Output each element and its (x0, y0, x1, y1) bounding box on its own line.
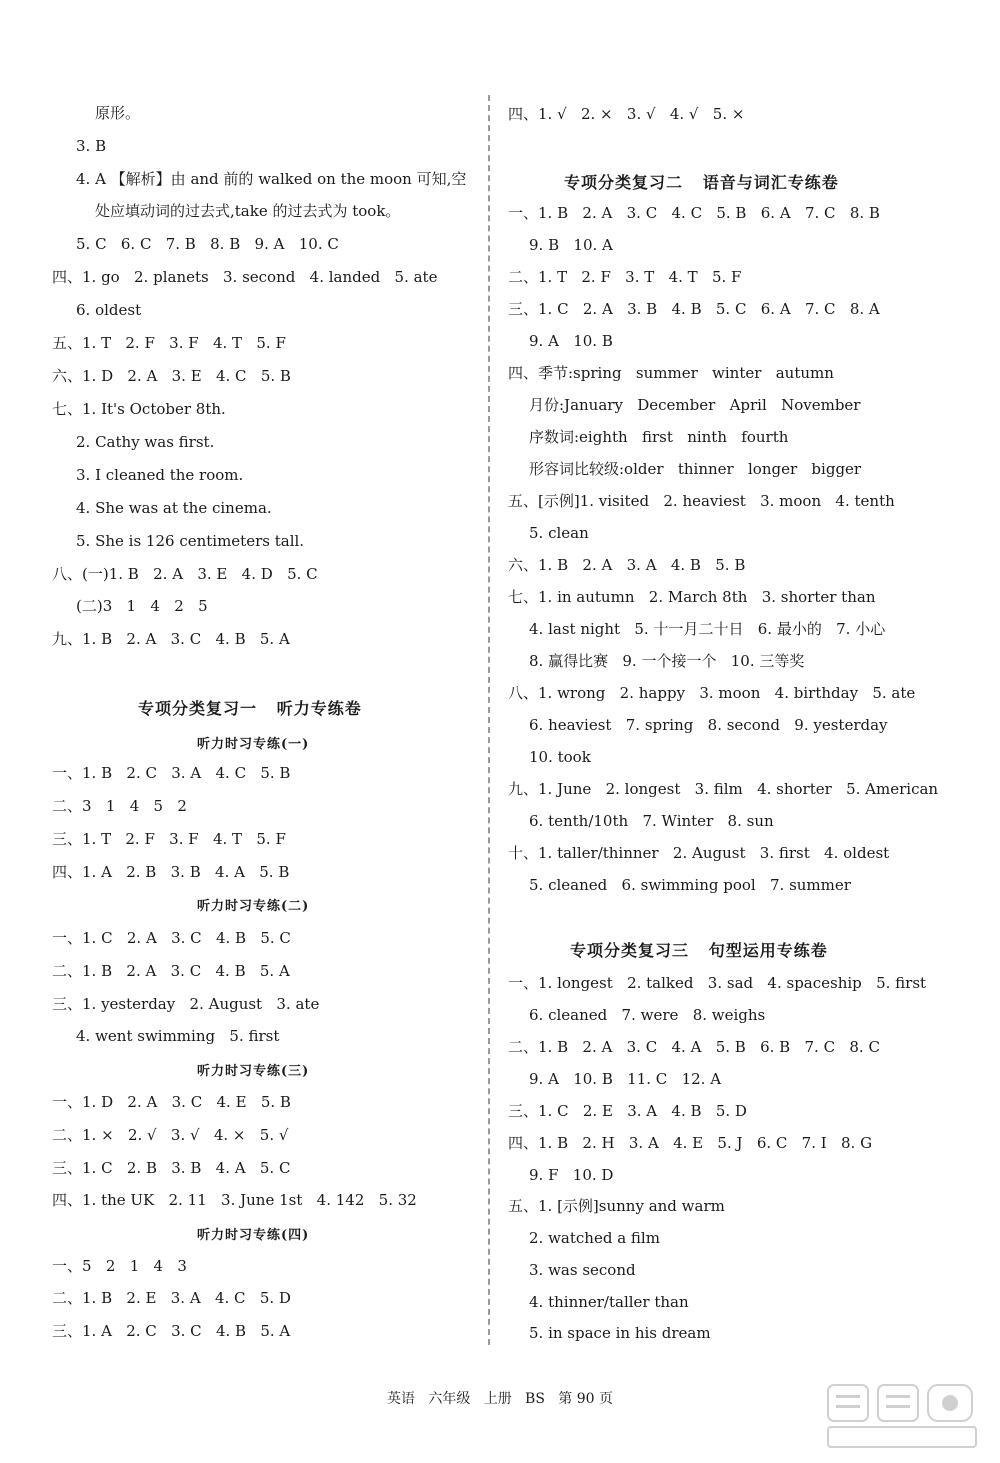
answer-line: 二、1. B 2. E 3. A 4. C 5. D (52, 1289, 291, 1307)
section-title: 专项分类复习一 听力专练卷 (138, 699, 362, 718)
answer-line: 9. F 10. D (529, 1166, 614, 1184)
answer-line: 二、1. × 2. √ 3. √ 4. × 5. √ (52, 1126, 289, 1144)
answer-line: 3. B (76, 137, 107, 155)
answer-line: 4. last night 5. 十一月二十日 6. 最小的 7. 小心 (529, 620, 886, 638)
answer-line: 9. B 10. A (529, 236, 613, 254)
answer-line: 九、1. B 2. A 3. C 4. B 5. A (52, 630, 290, 648)
answer-line: 6. cleaned 7. were 8. weighs (529, 1006, 766, 1024)
answer-line: 二、1. B 2. A 3. C 4. A 5. B 6. B 7. C 8. C (508, 1038, 880, 1056)
answer-line: 6. oldest (76, 301, 142, 319)
answer-line: 一、5 2 1 4 3 (52, 1257, 187, 1275)
answer-line: 三、1. C 2. E 3. A 4. B 5. D (508, 1102, 747, 1120)
answer-line: 一、1. B 2. A 3. C 4. C 5. B 6. A 7. C 8. B (508, 204, 880, 222)
answer-line: 二、1. T 2. F 3. T 4. T 5. F (508, 268, 742, 286)
section-title: 专项分类复习三 句型运用专练卷 (570, 941, 828, 960)
answer-line: 一、1. D 2. A 3. C 4. E 5. B (52, 1093, 291, 1111)
answer-line: 四、季节:spring summer winter autumn (508, 364, 834, 382)
answer-line: 九、1. June 2. longest 3. film 4. shorter 5. American (508, 780, 939, 798)
answer-line: 三、1. yesterday 2. August 3. ate (52, 995, 320, 1013)
answer-line: 序数词:eighth first ninth fourth (529, 428, 789, 446)
answer-line: 5. She is 126 centimeters tall. (76, 532, 305, 550)
answer-line: 8. 赢得比赛 9. 一个接一个 10. 三等奖 (529, 652, 805, 670)
answer-line: 七、1. It's October 8th. (52, 400, 226, 418)
answer-line: 10. took (529, 748, 591, 766)
answer-line: 形容词比较级:older thinner longer bigger (529, 460, 862, 478)
subsection-title: 听力时习专练(四) (197, 1228, 310, 1243)
answer-line: 二、3 1 4 5 2 (52, 797, 187, 815)
subsection-title: 听力时习专练(三) (197, 1064, 310, 1079)
answer-line: 二、1. B 2. A 3. C 4. B 5. A (52, 962, 290, 980)
answer-line: 一、1. longest 2. talked 3. sad 4. spaceship 5. first (508, 974, 927, 992)
answer-line: 4. She was at the cinema. (76, 499, 272, 517)
answer-line: 三、1. A 2. C 3. C 4. B 5. A (52, 1322, 291, 1340)
answer-line: 5. in space in his dream (529, 1324, 711, 1342)
answer-line: 一、1. B 2. C 3. A 4. C 5. B (52, 764, 291, 782)
subsection-title: 听力时习专练(一) (197, 737, 310, 752)
answer-line: 八、1. wrong 2. happy 3. moon 4. birthday 5. ate (508, 684, 916, 702)
answer-line: 4. A 【解析】由 and 前的 walked on the moon 可知,空 (76, 170, 467, 188)
answer-line: 四、1. go 2. planets 3. second 4. landed 5. ate (52, 268, 438, 286)
answer-line: 6. tenth/10th 7. Winter 8. sun (529, 812, 774, 830)
answer-line: 5. C 6. C 7. B 8. B 9. A 10. C (76, 235, 339, 253)
answer-line: 六、1. D 2. A 3. E 4. C 5. B (52, 367, 291, 385)
answer-line: 一、1. C 2. A 3. C 4. B 5. C (52, 929, 291, 947)
answer-line: 三、1. C 2. A 3. B 4. B 5. C 6. A 7. C 8. A (508, 300, 880, 318)
answer-line: 9. A 10. B (529, 332, 613, 350)
answer-line: 四、1. A 2. B 3. B 4. A 5. B (52, 863, 290, 881)
answer-line: 4. went swimming 5. first (76, 1027, 280, 1045)
answer-line: 五、1. [示例]sunny and warm (508, 1197, 725, 1215)
answer-line: (二)3 1 4 2 5 (76, 597, 208, 615)
answer-line: 5. clean (529, 524, 589, 542)
answer-line: 3. was second (529, 1261, 636, 1279)
section-title: 专项分类复习二 语音与词汇专练卷 (564, 173, 839, 192)
answer-line: 5. cleaned 6. swimming pool 7. summer (529, 876, 851, 894)
answer-line: 4. thinner/taller than (529, 1293, 689, 1311)
answer-line: 原形。 (95, 104, 141, 122)
answer-line: 四、1. B 2. H 3. A 4. E 5. J 6. C 7. I 8. G (508, 1134, 873, 1152)
answer-line: 3. I cleaned the room. (76, 466, 244, 484)
answer-line: 四、1. the UK 2. 11 3. June 1st 4. 142 5. 32 (52, 1191, 417, 1209)
answer-line: 六、1. B 2. A 3. A 4. B 5. B (508, 556, 746, 574)
answer-line: 2. watched a film (529, 1229, 660, 1247)
answer-line: 处应填动词的过去式,take 的过去式为 took。 (95, 202, 401, 220)
answer-line: 9. A 10. B 11. C 12. A (529, 1070, 722, 1088)
answer-line: 6. heaviest 7. spring 8. second 9. yesterday (529, 716, 888, 734)
watermark-logo (822, 1381, 982, 1451)
page-footer: 英语 六年级 上册 BS 第 90 页 (387, 1391, 613, 1407)
answer-line: 五、1. T 2. F 3. F 4. T 5. F (52, 334, 286, 352)
answer-line: 十、1. taller/thinner 2. August 3. first 4. oldest (508, 844, 890, 862)
answer-line: 五、[示例]1. visited 2. heaviest 3. moon 4. tenth (508, 492, 895, 510)
subsection-title: 听力时习专练(二) (197, 899, 310, 914)
answer-line: 三、1. T 2. F 3. F 4. T 5. F (52, 830, 286, 848)
answer-line: 四、1. √ 2. × 3. √ 4. √ 5. × (508, 105, 745, 123)
answer-line: 七、1. in autumn 2. March 8th 3. shorter than (508, 588, 876, 606)
answer-line: 三、1. C 2. B 3. B 4. A 5. C (52, 1159, 291, 1177)
answer-line: 八、(一)1. B 2. A 3. E 4. D 5. C (52, 565, 318, 583)
answer-line: 月份:January December April November (529, 396, 861, 414)
answer-line: 2. Cathy was first. (76, 433, 215, 451)
column-divider (488, 95, 490, 1345)
